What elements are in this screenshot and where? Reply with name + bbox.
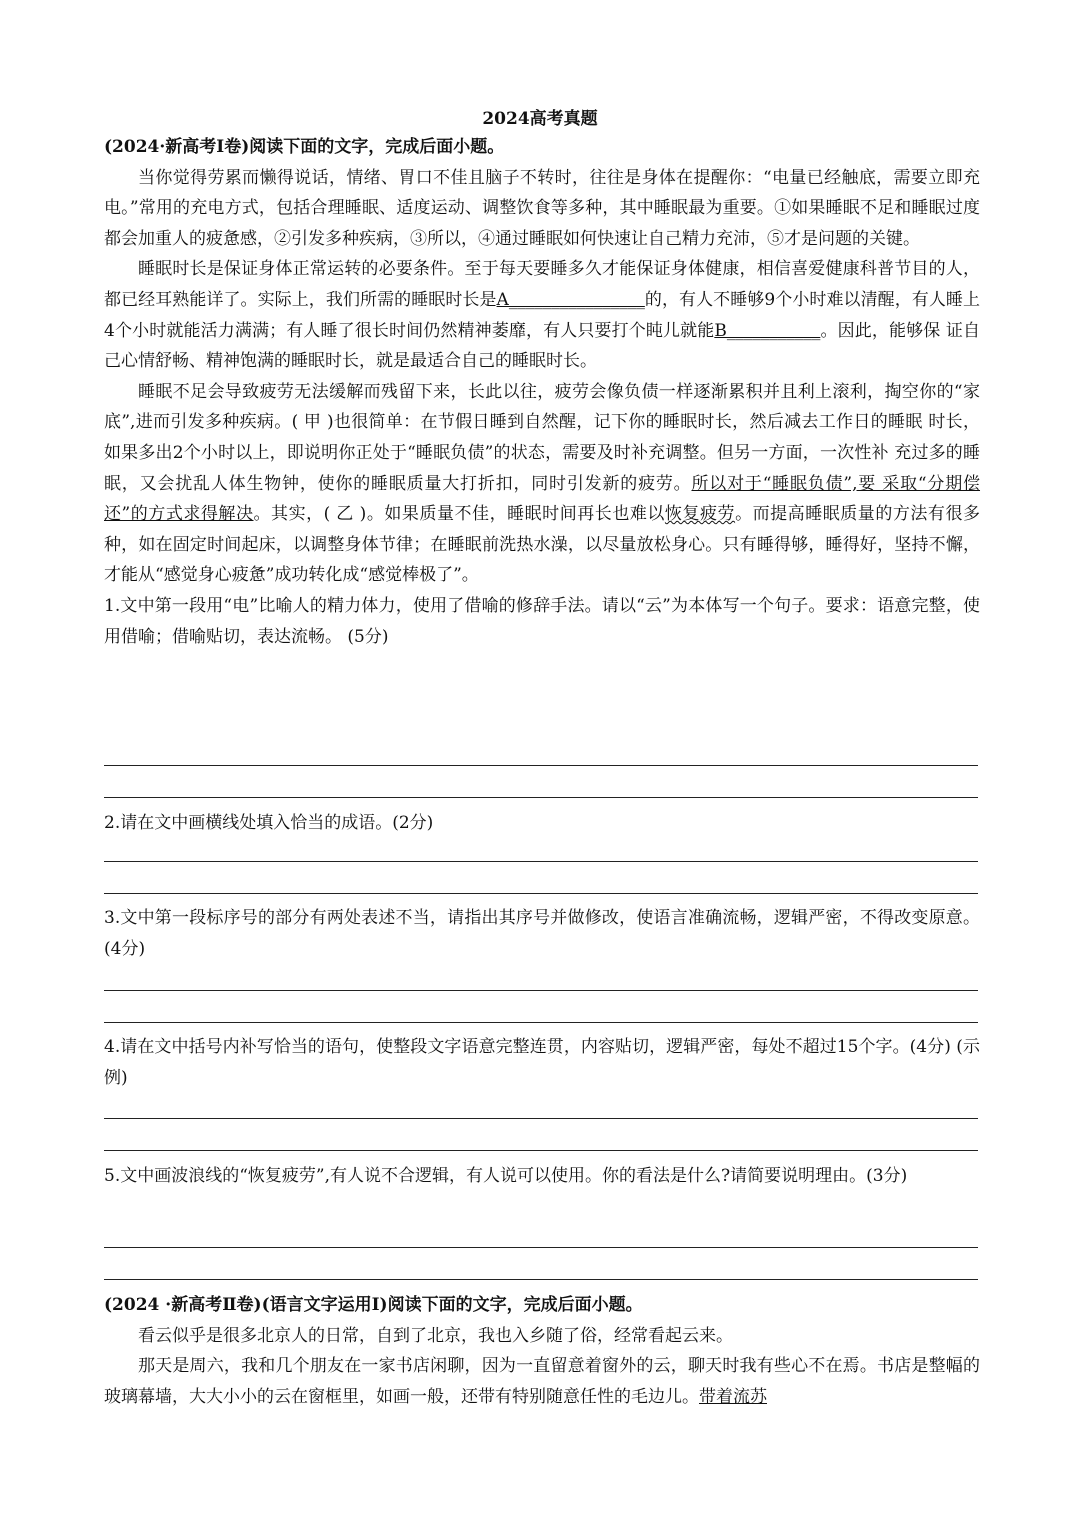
question-3-block <box>104 903 980 964</box>
question-3: 3.文中第一段标序号的部分有两处表述不当，请指出其序号并做修改，使语言准确流畅，逻辑严密，不得改变原意。 (4分) <box>104 908 980 959</box>
wavy-underlined-phrase: 恢复疲劳 <box>664 504 736 525</box>
paragraph-3-text-b: 。其实，( 乙 )。如果质量不佳，睡眠时间再长也难以 <box>253 504 665 525</box>
section1-paragraph-3 <box>104 377 980 591</box>
answer-line[interactable] <box>104 1022 978 1023</box>
underlined-sentence: 所以对于“睡眠负债”,要 采取“分期偿还”的方式求得解决 <box>104 473 981 525</box>
question-2: 2.请在文中画横线处填入恰当的成语。(2分) <box>104 813 434 833</box>
section2-header: (2024 ·新高考Ⅱ卷)(语言文字运用Ⅰ)阅读下面的文字，完成后面小题。 <box>104 1295 643 1315</box>
page-title: 2024高考真题 <box>482 109 598 129</box>
section2-passage <box>104 1290 980 1412</box>
question-4-block <box>104 1032 980 1093</box>
paragraph-2-text-a: 睡眠时长是保证身体正常运转的必要条件。至于每天要睡多久才能保证身体健康，相信喜爱健康科普节目的人，都已经耳熟能详了。实际上，我们所需的睡眠时长是 <box>104 259 980 310</box>
section1-header: (2024·新高考Ⅰ卷)阅读下面的文字，完成后面小题。 <box>104 137 505 157</box>
answer-line[interactable] <box>104 1150 978 1151</box>
answer-line[interactable] <box>104 861 978 862</box>
answer-line[interactable] <box>104 765 978 766</box>
answer-line[interactable] <box>104 990 978 991</box>
blank-a: A________________ <box>496 289 645 310</box>
paragraph-3-text-a: 睡眠不足会导致疲劳无法缓解而残留下来，长此以往，疲劳会像负债一样逐渐累积并且利上滚利，掏空你的“家底”,进而引发多种疾病。( 甲 )也很简单：在节假日睡到自然醒，记下你的睡眠时长，然后减去工作日的睡眠 时长，如果多出2个小时以上，即说明你正处于“睡眠负债”的状态，需要及时补充调整。但另一方面，一次性补 充过多的睡眠，又会扰乱人体生物钟，使你的睡眠质量大打折扣，同时引发新的疲劳。 <box>104 381 980 494</box>
section2-underlined-phrase: 带着流苏 <box>699 1386 767 1407</box>
question-1: 1.文中第一段用“电”比喻人的精力体力，使用了借喻的修辞手法。请以“云”为本体写一个句子。要求：语意完整，使用借喻；借喻贴切，表达流畅。 (5分) <box>104 595 980 647</box>
section1-paragraph-2 <box>104 254 980 376</box>
answer-line[interactable] <box>104 893 978 894</box>
section1-paragraph-1: 当你觉得劳累而懒得说话，情绪、胃口不佳且脑子不转时，往往是身体在提醒你：“电量已经触底，需要立即充电。”常用的充电方式，包括合理睡眠、适度运动、调整饮食等多种，其中睡眠最为重要。①如果睡眠不足和睡眠过度都会加重人的疲惫感，②引发多种疾病，③所以，④通过睡眠如何快速让自己精力充沛，⑤才是问题的关键。 <box>104 167 980 249</box>
question-5-block <box>104 1161 980 1192</box>
paragraph-2-text-b: 的，有人不睡够9个小时难以清醒，有人睡上4个小时就能活力满满；有人睡了很长时间仍然精神萎靡，有人只要打个盹儿就能 <box>104 289 980 341</box>
section1-passage <box>104 132 980 652</box>
question-5: 5.文中画波浪线的“恢复疲劳”,有人说不合逻辑，有人说可以使用。你的看法是什么?请简要说明理由。(3分) <box>104 1166 908 1186</box>
section2-paragraph-2 <box>104 1351 980 1412</box>
blank-b: B___________ <box>714 320 821 341</box>
section2-paragraph-2-text: 那天是周六，我和几个朋友在一家书店闲聊，因为一直留意着窗外的云，聊天时我有些心不在焉。书店是整幅的玻璃幕墙，大大小小的云在窗框里，如画一般，还带有特别随意任性的毛边儿。 <box>104 1356 980 1407</box>
answer-line[interactable] <box>104 797 978 798</box>
section2-paragraph-1: 看云似乎是很多北京人的日常，自到了北京，我也入乡随了俗，经常看起云来。 <box>138 1325 733 1346</box>
answer-line[interactable] <box>104 1279 978 1280</box>
answer-line[interactable] <box>104 1118 978 1119</box>
paragraph-2-text-c: 。因此，能够保 证自己心情舒畅、精神饱满的睡眠时长，就是最适合自己的睡眠时长。 <box>104 320 980 372</box>
question-4: 4.请在文中括号内补写恰当的语句，使整段文字语意完整连贯，内容贴切，逻辑严密，每处不超过15个字。(4分) (示例) <box>104 1037 980 1088</box>
question-2-block <box>104 808 980 839</box>
answer-line[interactable] <box>104 1247 978 1248</box>
paragraph-3-text-c: 。而提高睡眠质量的方法有很多种，如在固定时间起床，以调整身体节律；在睡眠前洗热水澡，以尽量放松身心。只有睡得够，睡得好，坚持不懈，才能从“感觉身心疲惫”成功转化成“感觉棒极了”。 <box>104 504 981 586</box>
